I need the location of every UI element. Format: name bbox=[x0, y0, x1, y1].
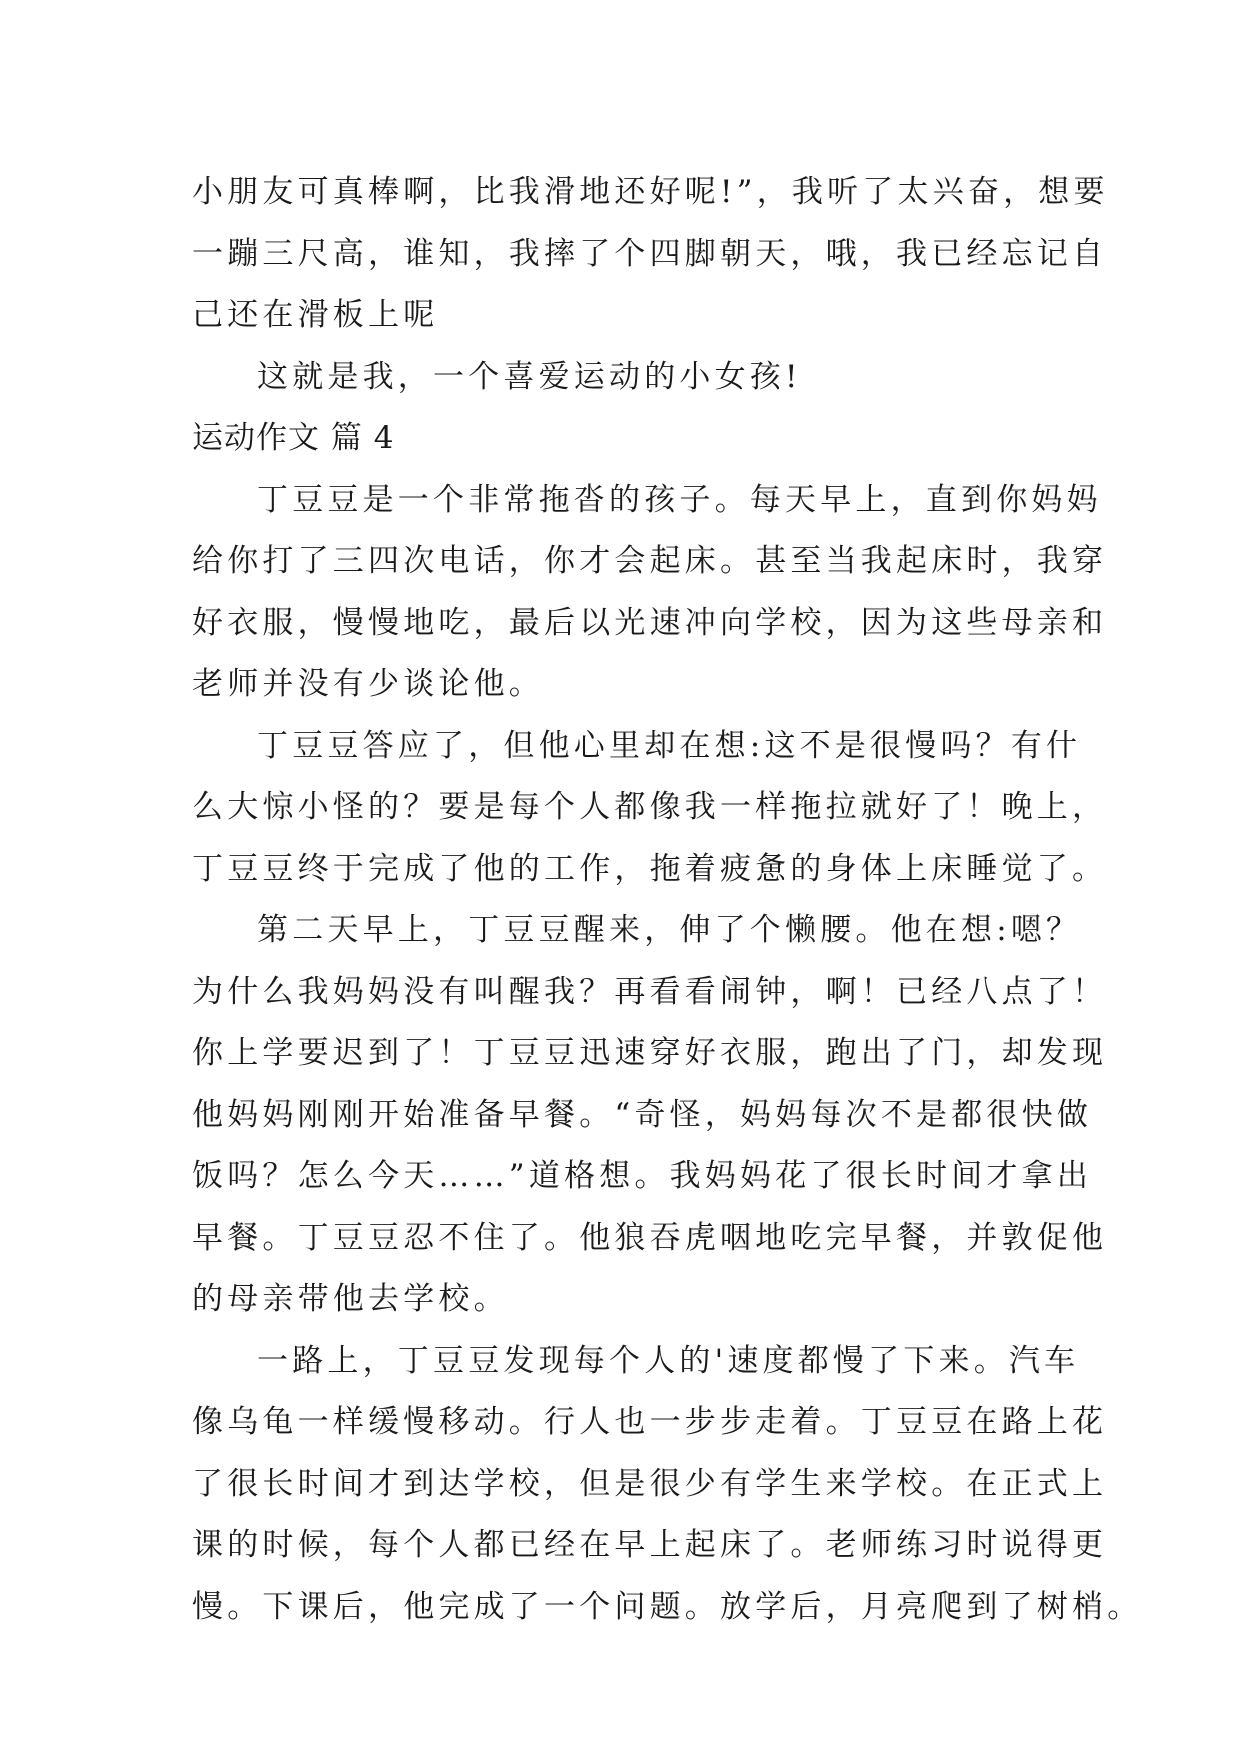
text-line: 给你打了三四次电话，你才会起床。甚至当我起床时，我穿 bbox=[192, 543, 1108, 579]
text-line: 慢。下课后，他完成了一个问题。放学后，月亮爬到了树梢。 bbox=[192, 1588, 1143, 1625]
text-line: 课的时候，每个人都已经在早上起床了。老师练习时说得更 bbox=[192, 1527, 1108, 1563]
text-line: 一蹦三尺高，谁知，我摔了个四脚朝天，哦，我已经忘记自 bbox=[192, 235, 1108, 272]
text-line: 饭吗？怎么今天……”道格想。我妈妈花了很长时间才拿出 bbox=[192, 1158, 1093, 1194]
text-line: 丁豆豆终于完成了他的工作，拖着疲惫的身体上床睡觉了。 bbox=[192, 850, 1108, 887]
text-line: 一路上，丁豆豆发现每个人的'速度都慢了下来。汽车 bbox=[257, 1342, 1080, 1379]
text-line: 这就是我，一个喜爱运动的小女孩! bbox=[257, 358, 802, 395]
text-line: 小朋友可真棒啊，比我滑地还好呢!”，我听了太兴奋，想要 bbox=[192, 174, 1109, 210]
text-line: 的母亲带他去学校。 bbox=[192, 1281, 509, 1317]
text-line: 他妈妈刚刚开始准备早餐。“奇怪，妈妈每次不是都很快做 bbox=[192, 1096, 1093, 1133]
text-line: 丁豆豆是一个非常拖沓的孩子。每天早上，直到你妈妈 bbox=[257, 481, 1102, 518]
text-line: 像乌龟一样缓慢移动。行人也一步步走着。丁豆豆在路上花 bbox=[192, 1404, 1108, 1440]
document-body bbox=[192, 162, 1143, 1638]
text-line: 你上学要迟到了！丁豆豆迅速穿好衣服，跑出了门，却发现 bbox=[192, 1035, 1108, 1071]
section-heading: 运动作文 篇 4 bbox=[192, 420, 395, 456]
text-line: 么大惊小怪的？要是每个人都像我一样拖拉就好了！晚上， bbox=[192, 789, 1108, 825]
text-line: 己还在滑板上呢 bbox=[192, 297, 439, 333]
text-line: 第二天早上，丁豆豆醒来，伸了个懒腰。他在想:嗯？ bbox=[257, 912, 1082, 948]
text-line: 早餐。丁豆豆忍不住了。他狼吞虎咽地吃完早餐，并敦促他 bbox=[192, 1219, 1108, 1256]
text-line: 老师并没有少谈论他。 bbox=[192, 666, 544, 702]
text-line: 为什么我妈妈没有叫醒我？再看看闹钟，啊！已经八点了！ bbox=[192, 973, 1108, 1010]
text-line: 丁豆豆答应了，但他心里却在想:这不是很慢吗？有什 bbox=[257, 727, 1082, 764]
text-line: 好衣服，慢慢地吃，最后以光速冲向学校，因为这些母亲和 bbox=[192, 604, 1108, 641]
text-line: 了很长时间才到达学校，但是很少有学生来学校。在正式上 bbox=[192, 1465, 1108, 1502]
